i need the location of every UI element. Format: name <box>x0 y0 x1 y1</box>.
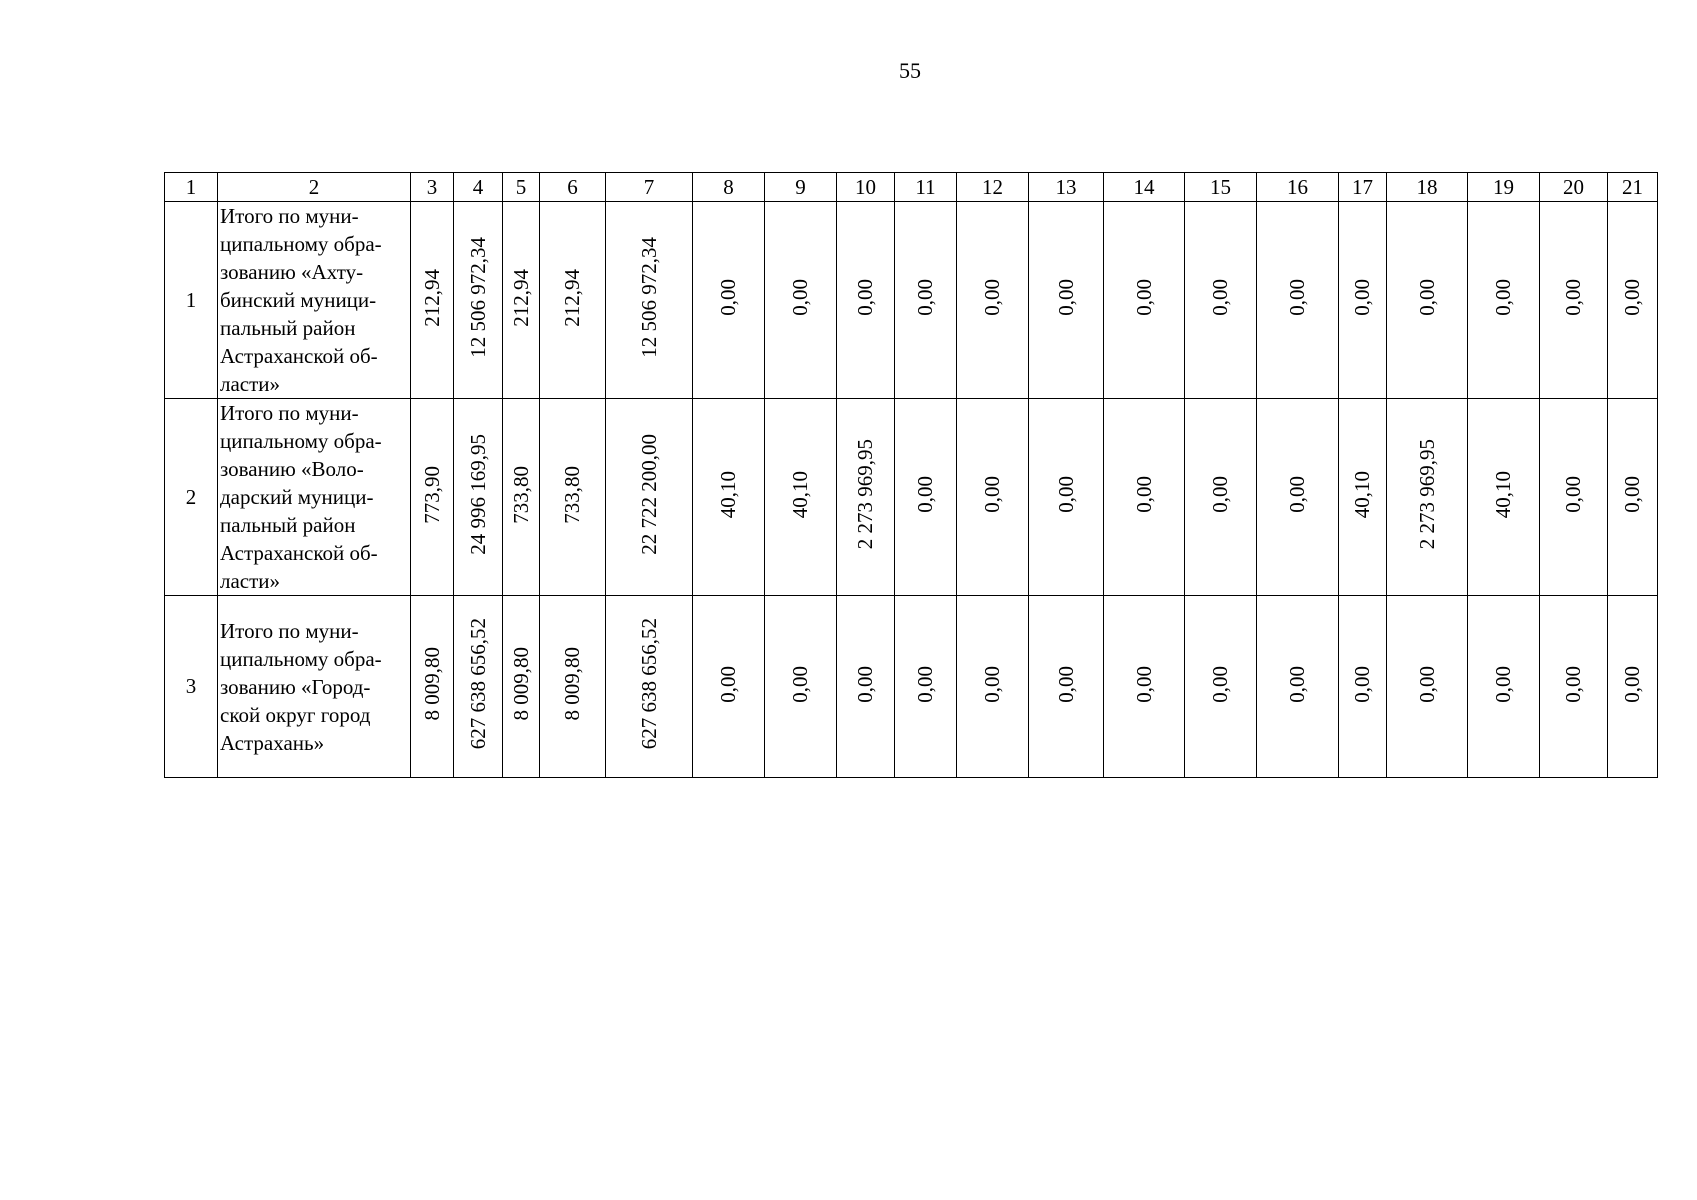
value-text: 0,00 <box>1285 279 1309 316</box>
value-cell <box>411 596 454 778</box>
column-header: 15 <box>1185 173 1257 202</box>
value-text: 40,10 <box>1350 470 1374 519</box>
value-cell <box>1029 399 1104 596</box>
value-cell <box>1185 399 1257 596</box>
value-text: 40,10 <box>716 470 740 519</box>
value-cell <box>1257 202 1339 399</box>
value-cell <box>1185 202 1257 399</box>
value-text: 0,00 <box>1208 279 1232 316</box>
column-header: 18 <box>1387 173 1468 202</box>
value-text: 0,00 <box>1285 476 1309 513</box>
value-text: 0,00 <box>1620 476 1644 513</box>
value-cell <box>895 399 957 596</box>
value-cell <box>765 202 837 399</box>
value-text: 0,00 <box>1414 279 1439 316</box>
column-header: 19 <box>1468 173 1540 202</box>
value-text: 8 009,80 <box>508 647 533 721</box>
value-cell <box>957 202 1029 399</box>
value-text: 0,00 <box>853 279 877 316</box>
value-text: 0,00 <box>913 665 937 703</box>
value-text: 0,00 <box>1350 665 1374 703</box>
value-cell <box>1468 399 1540 596</box>
value-text: 0,00 <box>853 665 877 703</box>
value-cell <box>540 202 606 399</box>
value-cell <box>693 399 765 596</box>
value-text: 8 009,80 <box>560 647 584 721</box>
value-text: 0,00 <box>1491 665 1515 703</box>
value-text: 212,94 <box>419 268 444 327</box>
value-text: 40,10 <box>1491 470 1515 519</box>
page-number: 55 <box>899 58 921 83</box>
value-cell <box>503 596 540 778</box>
value-text: 0,00 <box>1053 279 1078 316</box>
value-text: 12 506 972,34 <box>636 237 661 358</box>
value-text: 0,00 <box>788 665 812 703</box>
value-cell <box>1540 596 1608 778</box>
value-cell <box>454 202 503 399</box>
value-text: 627 638 656,52 <box>636 618 661 750</box>
value-cell <box>837 399 895 596</box>
value-cell <box>454 399 503 596</box>
value-text: 0,00 <box>980 665 1004 703</box>
value-text: 0,00 <box>788 279 812 316</box>
value-cell <box>540 399 606 596</box>
value-cell <box>693 202 765 399</box>
value-cell <box>1339 202 1387 399</box>
value-text: 0,00 <box>1208 665 1232 703</box>
value-cell <box>503 202 540 399</box>
value-cell <box>693 596 765 778</box>
value-cell <box>957 399 1029 596</box>
value-text: 733,80 <box>508 465 533 524</box>
column-header: 14 <box>1104 173 1185 202</box>
value-text: 0,00 <box>1208 476 1232 513</box>
value-text: 0,00 <box>716 665 740 703</box>
value-text: 2 273 969,95 <box>853 439 877 550</box>
value-text: 22 722 200,00 <box>636 434 661 555</box>
value-cell <box>411 202 454 399</box>
data-table <box>164 172 1658 778</box>
value-cell <box>1339 596 1387 778</box>
value-cell <box>1104 596 1185 778</box>
value-cell <box>1468 202 1540 399</box>
value-text: 0,00 <box>1350 279 1374 316</box>
column-header: 7 <box>606 173 693 202</box>
value-text: 0,00 <box>1561 665 1585 703</box>
column-header: 13 <box>1029 173 1104 202</box>
value-text: 773,90 <box>419 465 444 524</box>
value-text: 40,10 <box>788 470 812 519</box>
column-header: 5 <box>503 173 540 202</box>
value-text: 2 273 969,95 <box>1414 439 1439 550</box>
value-cell <box>1608 399 1658 596</box>
value-cell <box>606 202 693 399</box>
value-text: 8 009,80 <box>419 647 444 721</box>
value-text: 212,94 <box>560 268 584 327</box>
value-cell <box>1387 399 1468 596</box>
value-cell <box>1608 202 1658 399</box>
value-cell <box>1104 202 1185 399</box>
value-cell <box>1257 596 1339 778</box>
value-cell <box>895 596 957 778</box>
column-header: 20 <box>1540 173 1608 202</box>
row-number-cell: 2 <box>165 399 218 596</box>
value-text: 0,00 <box>913 279 937 316</box>
value-cell <box>1104 399 1185 596</box>
value-text: 0,00 <box>1053 665 1078 703</box>
column-header: 1 <box>165 173 218 202</box>
value-cell <box>1029 202 1104 399</box>
value-text: 0,00 <box>1561 476 1585 513</box>
value-cell <box>765 596 837 778</box>
column-header: 12 <box>957 173 1029 202</box>
column-header: 21 <box>1608 173 1658 202</box>
value-cell <box>1185 596 1257 778</box>
value-text: 212,94 <box>508 268 533 327</box>
value-text: 0,00 <box>1131 279 1156 316</box>
value-text: 0,00 <box>1491 279 1515 316</box>
column-header: 9 <box>765 173 837 202</box>
value-cell <box>503 399 540 596</box>
value-text: 0,00 <box>1620 279 1644 316</box>
column-header: 11 <box>895 173 957 202</box>
column-header: 17 <box>1339 173 1387 202</box>
value-cell <box>606 399 693 596</box>
value-cell <box>895 202 957 399</box>
value-text: 0,00 <box>1053 476 1078 513</box>
value-text: 0,00 <box>716 279 740 316</box>
value-cell <box>454 596 503 778</box>
value-text: 12 506 972,34 <box>465 237 490 358</box>
value-cell <box>1257 399 1339 596</box>
value-cell <box>1029 596 1104 778</box>
value-text: 24 996 169,95 <box>465 434 490 555</box>
row-number-cell: 3 <box>165 596 218 778</box>
table-row <box>165 399 1658 596</box>
municipality-name-cell: Итого по муни- ципальному обра- зованию «Город- ской округ город Астрахань» <box>218 596 411 778</box>
value-text: 0,00 <box>1414 665 1439 703</box>
value-cell <box>957 596 1029 778</box>
value-cell <box>765 399 837 596</box>
value-cell <box>1387 596 1468 778</box>
value-cell <box>1608 596 1658 778</box>
municipality-name-cell: Итого по муни- ципальному обра- зованию «Ахту- бинский муници- пальный район Астраханской об- ласти» <box>218 202 411 399</box>
value-text: 0,00 <box>980 476 1004 513</box>
value-text: 0,00 <box>1131 476 1156 513</box>
row-number-cell: 1 <box>165 202 218 399</box>
column-number-row <box>165 173 1658 202</box>
column-header: 10 <box>837 173 895 202</box>
value-text: 0,00 <box>1620 665 1644 703</box>
value-cell <box>540 596 606 778</box>
value-text: 0,00 <box>980 279 1004 316</box>
value-cell <box>411 399 454 596</box>
value-text: 0,00 <box>1561 279 1585 316</box>
value-cell <box>606 596 693 778</box>
value-text: 0,00 <box>1285 665 1309 703</box>
value-cell <box>837 596 895 778</box>
value-text: 0,00 <box>913 476 937 513</box>
value-cell <box>1540 399 1608 596</box>
column-header: 4 <box>454 173 503 202</box>
value-cell <box>1387 202 1468 399</box>
value-text: 0,00 <box>1131 665 1156 703</box>
column-header: 16 <box>1257 173 1339 202</box>
value-text: 733,80 <box>560 465 584 524</box>
column-header: 2 <box>218 173 411 202</box>
municipality-name-cell: Итого по муни- ципальному обра- зованию «Воло- дарский муници- пальный район Астраханской об- ласти» <box>218 399 411 596</box>
column-header: 6 <box>540 173 606 202</box>
value-cell <box>1468 596 1540 778</box>
column-header: 8 <box>693 173 765 202</box>
table-row <box>165 202 1658 399</box>
value-cell <box>837 202 895 399</box>
table-row <box>165 596 1658 778</box>
value-text: 627 638 656,52 <box>465 618 490 750</box>
column-header: 3 <box>411 173 454 202</box>
value-cell <box>1339 399 1387 596</box>
value-cell <box>1540 202 1608 399</box>
